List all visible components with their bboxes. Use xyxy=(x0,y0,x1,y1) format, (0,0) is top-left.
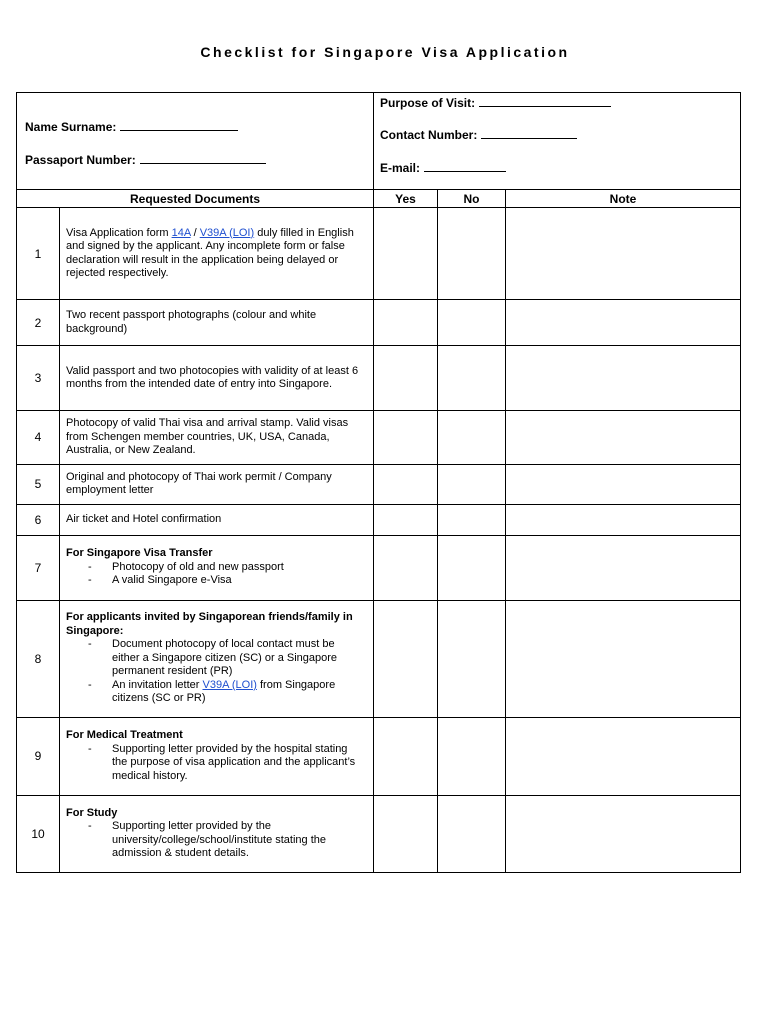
no-cell[interactable] xyxy=(438,717,506,795)
form-v39a-link[interactable]: V39A (LOI) xyxy=(199,226,255,239)
dash: - xyxy=(88,742,92,755)
passport-blank[interactable] xyxy=(140,152,266,164)
table-row xyxy=(17,535,741,600)
no-cell[interactable] xyxy=(438,411,506,465)
applicant-info-right xyxy=(374,93,741,190)
row-number: 9 xyxy=(17,717,60,795)
row-document: Valid passport and two photocopies with validity of at least 6 months from the intended date of entry into Singapore. xyxy=(60,346,374,411)
table-row xyxy=(17,795,741,872)
doc-text: Visa Application form xyxy=(66,226,172,239)
row-number: 4 xyxy=(17,411,60,465)
applicant-info-left xyxy=(17,93,374,190)
item-text: from Singapore citizens (SC or PR) xyxy=(112,678,336,705)
section-heading: For applicants invited by Singaporean friends/family in Singapore: xyxy=(66,611,353,637)
yes-cell[interactable] xyxy=(374,535,438,600)
no-cell[interactable] xyxy=(438,795,506,872)
note-cell[interactable] xyxy=(506,346,741,411)
list-item xyxy=(66,679,365,706)
row-document: Photocopy of valid Thai visa and arrival stamp. Valid visas from Schengen member countries, UK, USA, Canada, Australia, or New Zealand. xyxy=(60,411,374,465)
list-item-text: A valid Singapore e-Visa xyxy=(112,574,232,587)
row-number: 6 xyxy=(17,504,60,535)
form-14a-link[interactable]: 14A xyxy=(171,226,191,239)
contact-blank[interactable] xyxy=(481,127,577,139)
no-cell[interactable] xyxy=(438,600,506,717)
note-cell[interactable] xyxy=(506,411,741,465)
note-cell[interactable] xyxy=(506,464,741,504)
table-row xyxy=(17,464,741,504)
list-item-text: Document photocopy of local contact must be either a Singapore citizen (SC) or a Singapore permanent resident (PR) xyxy=(112,638,338,678)
no-cell[interactable] xyxy=(438,504,506,535)
email-blank[interactable] xyxy=(424,160,506,172)
name-field[interactable] xyxy=(25,119,238,134)
info-row xyxy=(17,93,741,190)
row-number: 3 xyxy=(17,346,60,411)
list-item-text xyxy=(112,679,365,706)
purpose-blank[interactable] xyxy=(479,95,611,107)
row-number: 2 xyxy=(17,300,60,346)
passport-label: Passaport Number: xyxy=(25,153,136,167)
yes-cell[interactable] xyxy=(374,464,438,504)
name-blank[interactable] xyxy=(120,119,238,131)
row-document: Two recent passport photographs (colour and white background) xyxy=(60,300,374,346)
no-cell[interactable] xyxy=(438,346,506,411)
header-documents: Requested Documents xyxy=(17,190,374,208)
section-heading: For Singapore Visa Transfer xyxy=(66,547,213,560)
table-row xyxy=(17,600,741,717)
row-number: 10 xyxy=(17,795,60,872)
yes-cell[interactable] xyxy=(374,411,438,465)
checklist-table xyxy=(16,92,741,873)
note-cell[interactable] xyxy=(506,504,741,535)
table-row xyxy=(17,208,741,300)
row-document xyxy=(60,535,374,600)
row-document xyxy=(60,717,374,795)
note-cell[interactable] xyxy=(506,717,741,795)
yes-cell[interactable] xyxy=(374,346,438,411)
purpose-label: Purpose of Visit: xyxy=(380,96,476,110)
header-row xyxy=(17,190,741,208)
section-heading: For Medical Treatment xyxy=(66,729,183,741)
passport-field[interactable] xyxy=(25,152,266,167)
dash: - xyxy=(88,574,92,587)
section-heading: For Study xyxy=(66,806,118,819)
row-document xyxy=(60,600,374,717)
table-row xyxy=(17,300,741,346)
table-row xyxy=(17,504,741,535)
row-number: 1 xyxy=(17,208,60,300)
row-number: 7 xyxy=(17,535,60,600)
no-cell[interactable] xyxy=(438,535,506,600)
email-field[interactable] xyxy=(380,160,506,175)
row-document xyxy=(60,795,374,872)
yes-cell[interactable] xyxy=(374,504,438,535)
note-cell[interactable] xyxy=(506,795,741,872)
header-note: Note xyxy=(506,190,741,208)
table-row xyxy=(17,717,741,795)
header-yes: Yes xyxy=(374,190,438,208)
row-document: Air ticket and Hotel confirmation xyxy=(60,504,374,535)
dash: - xyxy=(88,638,92,651)
purpose-field[interactable] xyxy=(380,95,611,110)
note-cell[interactable] xyxy=(506,600,741,717)
note-cell[interactable] xyxy=(506,300,741,346)
yes-cell[interactable] xyxy=(374,795,438,872)
email-label: E-mail: xyxy=(380,161,421,175)
table-row xyxy=(17,411,741,465)
dash: - xyxy=(88,820,92,832)
name-label: Name Surname: xyxy=(25,120,117,134)
contact-label: Contact Number: xyxy=(380,128,478,142)
list-item-text: Photocopy of old and new passport xyxy=(112,560,284,573)
doc-separator: / xyxy=(190,226,200,239)
contact-field[interactable] xyxy=(380,127,577,142)
row-number: 5 xyxy=(17,464,60,504)
list-item-text: Supporting letter provided by the hospital stating the purpose of visa application and the applicant’s medical history. xyxy=(112,742,356,782)
list-item xyxy=(66,638,365,679)
table-row xyxy=(17,346,741,411)
note-cell[interactable] xyxy=(506,535,741,600)
invitation-letter-link[interactable]: V39A (LOI) xyxy=(202,678,257,691)
list-item xyxy=(66,743,365,784)
header-no: No xyxy=(438,190,506,208)
note-cell[interactable] xyxy=(506,208,741,300)
list-item xyxy=(66,561,365,575)
no-cell[interactable] xyxy=(438,464,506,504)
dash: - xyxy=(88,560,92,573)
list-item xyxy=(66,820,365,861)
no-cell[interactable] xyxy=(438,300,506,346)
row-number: 8 xyxy=(17,600,60,717)
yes-cell[interactable] xyxy=(374,300,438,346)
page-title: Checklist for Singapore Visa Application xyxy=(200,44,570,60)
yes-cell[interactable] xyxy=(374,600,438,717)
row-document xyxy=(60,208,374,300)
yes-cell[interactable] xyxy=(374,717,438,795)
no-cell[interactable] xyxy=(438,208,506,300)
list-item xyxy=(66,574,365,588)
row-document: Original and photocopy of Thai work permit / Company employment letter xyxy=(60,464,374,504)
list-item-text: Supporting letter provided by the university/college/school/institute stating the admission & student details. xyxy=(112,820,327,859)
item-text: An invitation letter xyxy=(112,678,203,691)
doc-text: duly filled in English and signed by the applicant. Any incomplete form or false declaration will result in the application being delayed or rejected respectively. xyxy=(66,226,354,279)
yes-cell[interactable] xyxy=(374,208,438,300)
dash: - xyxy=(88,678,92,691)
